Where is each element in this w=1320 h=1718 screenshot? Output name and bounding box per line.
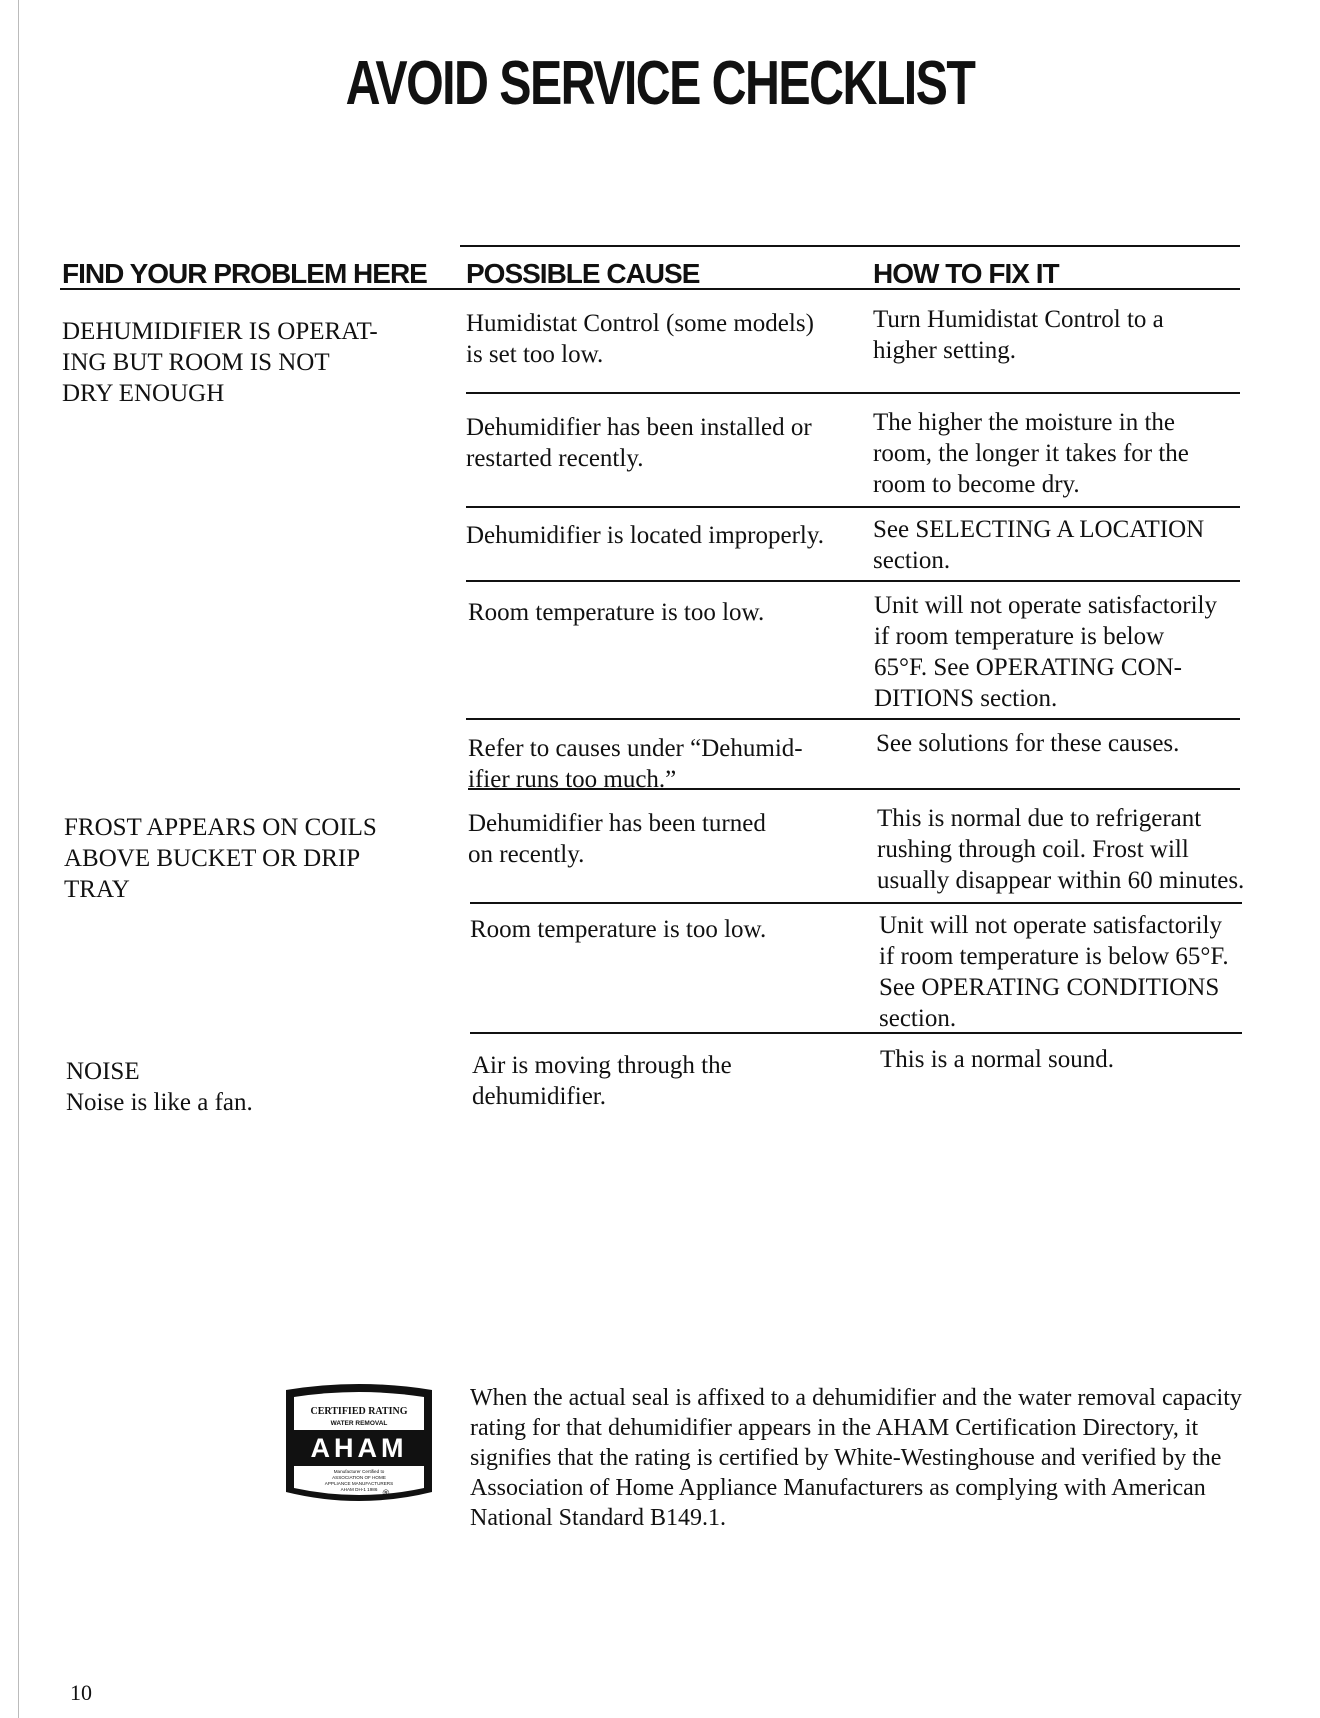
fix-line: Unit will not operate satisfactorily	[879, 912, 1222, 939]
cause-3	[466, 520, 824, 551]
fix-line: See OPERATING CONDITIONS	[879, 974, 1220, 1001]
problem-frost	[64, 812, 377, 905]
fix-line: room, the longer it takes for the	[873, 440, 1189, 467]
aham-certified-seal	[280, 1380, 438, 1516]
cause-line: Room temperature is too low.	[468, 599, 765, 626]
fix-2	[873, 407, 1189, 500]
page-title: AVOID SERVICE CHECKLIST	[345, 49, 975, 118]
cause-5	[468, 733, 803, 795]
fix-line: usually disappear within 60 minutes.	[877, 867, 1245, 894]
problem-dry-enough	[62, 316, 378, 409]
fix-line: See solutions for these causes.	[876, 730, 1180, 757]
problem-line: FROST APPEARS ON COILS	[64, 814, 377, 841]
fix-line: section.	[879, 1005, 957, 1032]
cause-1	[466, 308, 814, 370]
row-divider	[466, 718, 1240, 720]
row-divider	[468, 788, 1240, 790]
fix-1	[873, 304, 1164, 366]
cause-line: is set too low.	[466, 341, 604, 368]
problem-line: DRY ENOUGH	[62, 380, 225, 407]
problem-line: ING BUT ROOM IS NOT	[62, 349, 330, 376]
cause-line: Humidistat Control (some models)	[466, 310, 814, 337]
header-problem: FIND YOUR PROBLEM HERE	[62, 258, 427, 289]
header-bottom-rule	[60, 288, 1240, 290]
problem-line: NOISE	[66, 1058, 140, 1085]
cause-line: Refer to causes under “Dehumid-	[468, 735, 803, 762]
fix-4	[874, 590, 1217, 714]
fix-7	[879, 910, 1229, 1034]
fix-line: 65°F. See OPERATING CON-	[874, 654, 1182, 681]
seal-line: ASSOCIATION OF HOME	[332, 1475, 386, 1480]
page-margin-line	[18, 0, 19, 1718]
fix-line: Turn Humidistat Control to a	[873, 306, 1164, 333]
fix-line: rushing through coil. Frost will	[877, 836, 1189, 863]
seal-logo: AHAM	[310, 1433, 408, 1463]
cause-7	[470, 914, 766, 945]
cause-line: on recently.	[468, 841, 585, 868]
fix-6	[877, 803, 1244, 896]
cause-line: dehumidifier.	[472, 1083, 606, 1110]
cause-8	[472, 1050, 732, 1112]
cause-line: Dehumidifier has been turned	[468, 810, 766, 837]
fix-line: section.	[873, 547, 951, 574]
fix-3	[873, 514, 1204, 576]
problem-line: TRAY	[64, 876, 130, 903]
fix-line: The higher the moisture in the	[873, 409, 1176, 436]
cause-line: restarted recently.	[466, 445, 644, 472]
seal-top-text: CERTIFIED RATING	[310, 1406, 408, 1417]
cause-line: Room temperature is too low.	[470, 916, 767, 943]
cause-line: Air is moving through the	[472, 1052, 732, 1079]
seal-line: Manufacturer Certified to	[333, 1469, 385, 1474]
problem-noise	[66, 1056, 253, 1118]
row-divider	[466, 506, 1240, 508]
cause-line: Dehumidifier is located improperly.	[466, 522, 824, 549]
cause-line: ifier runs too much.”	[468, 766, 677, 793]
problem-line: DEHUMIDIFIER IS OPERAT-	[62, 318, 378, 345]
fix-line: Unit will not operate satisfactorily	[874, 592, 1217, 619]
problem-line: Noise is like a fan.	[66, 1089, 253, 1116]
cause-6	[468, 808, 766, 870]
header-top-rule	[460, 245, 1240, 247]
row-divider	[470, 1032, 1242, 1034]
cause-2	[466, 412, 812, 474]
row-divider	[466, 392, 1240, 394]
seal-sub-text: WATER REMOVAL	[330, 1420, 388, 1427]
fix-line: DITIONS section.	[874, 685, 1058, 712]
fix-line: See SELECTING A LOCATION	[873, 516, 1205, 543]
problem-line: ABOVE BUCKET OR DRIP	[64, 845, 361, 872]
seal-line: APPLIANCE MANUFACTURERS	[324, 1481, 394, 1486]
cause-line: Dehumidifier has been installed or	[466, 414, 812, 441]
fix-line: This is normal due to refrigerant	[877, 805, 1202, 832]
header-cause: POSSIBLE CAUSE	[466, 258, 700, 289]
certification-caption: When the actual seal is affixed to a dehumidifier and the water removal capacity rating for that dehumidifier appears in the AHAM Certification Directory, it signifies that the rating is certified by White-Westinghouse and verified by the Association of Home Appliance Manufacturers as complying with American National Standard B149.1.	[470, 1385, 1242, 1531]
seal-line: AHAM DH-1 1986	[340, 1487, 378, 1492]
fix-line: if room temperature is below	[874, 623, 1165, 650]
fix-line: if room temperature is below 65°F.	[879, 943, 1229, 970]
cause-4	[468, 597, 764, 628]
fix-5	[876, 728, 1179, 759]
fix-8	[880, 1044, 1114, 1075]
fix-line: This is a normal sound.	[880, 1046, 1115, 1073]
page-number: 10	[70, 1680, 92, 1705]
row-divider	[466, 580, 1240, 582]
fix-line: higher setting.	[873, 337, 1017, 364]
row-divider	[470, 902, 1242, 904]
header-fix: HOW TO FIX IT	[873, 258, 1059, 289]
registered-mark: ®	[382, 1488, 390, 1498]
fix-line: room to become dry.	[873, 471, 1080, 498]
